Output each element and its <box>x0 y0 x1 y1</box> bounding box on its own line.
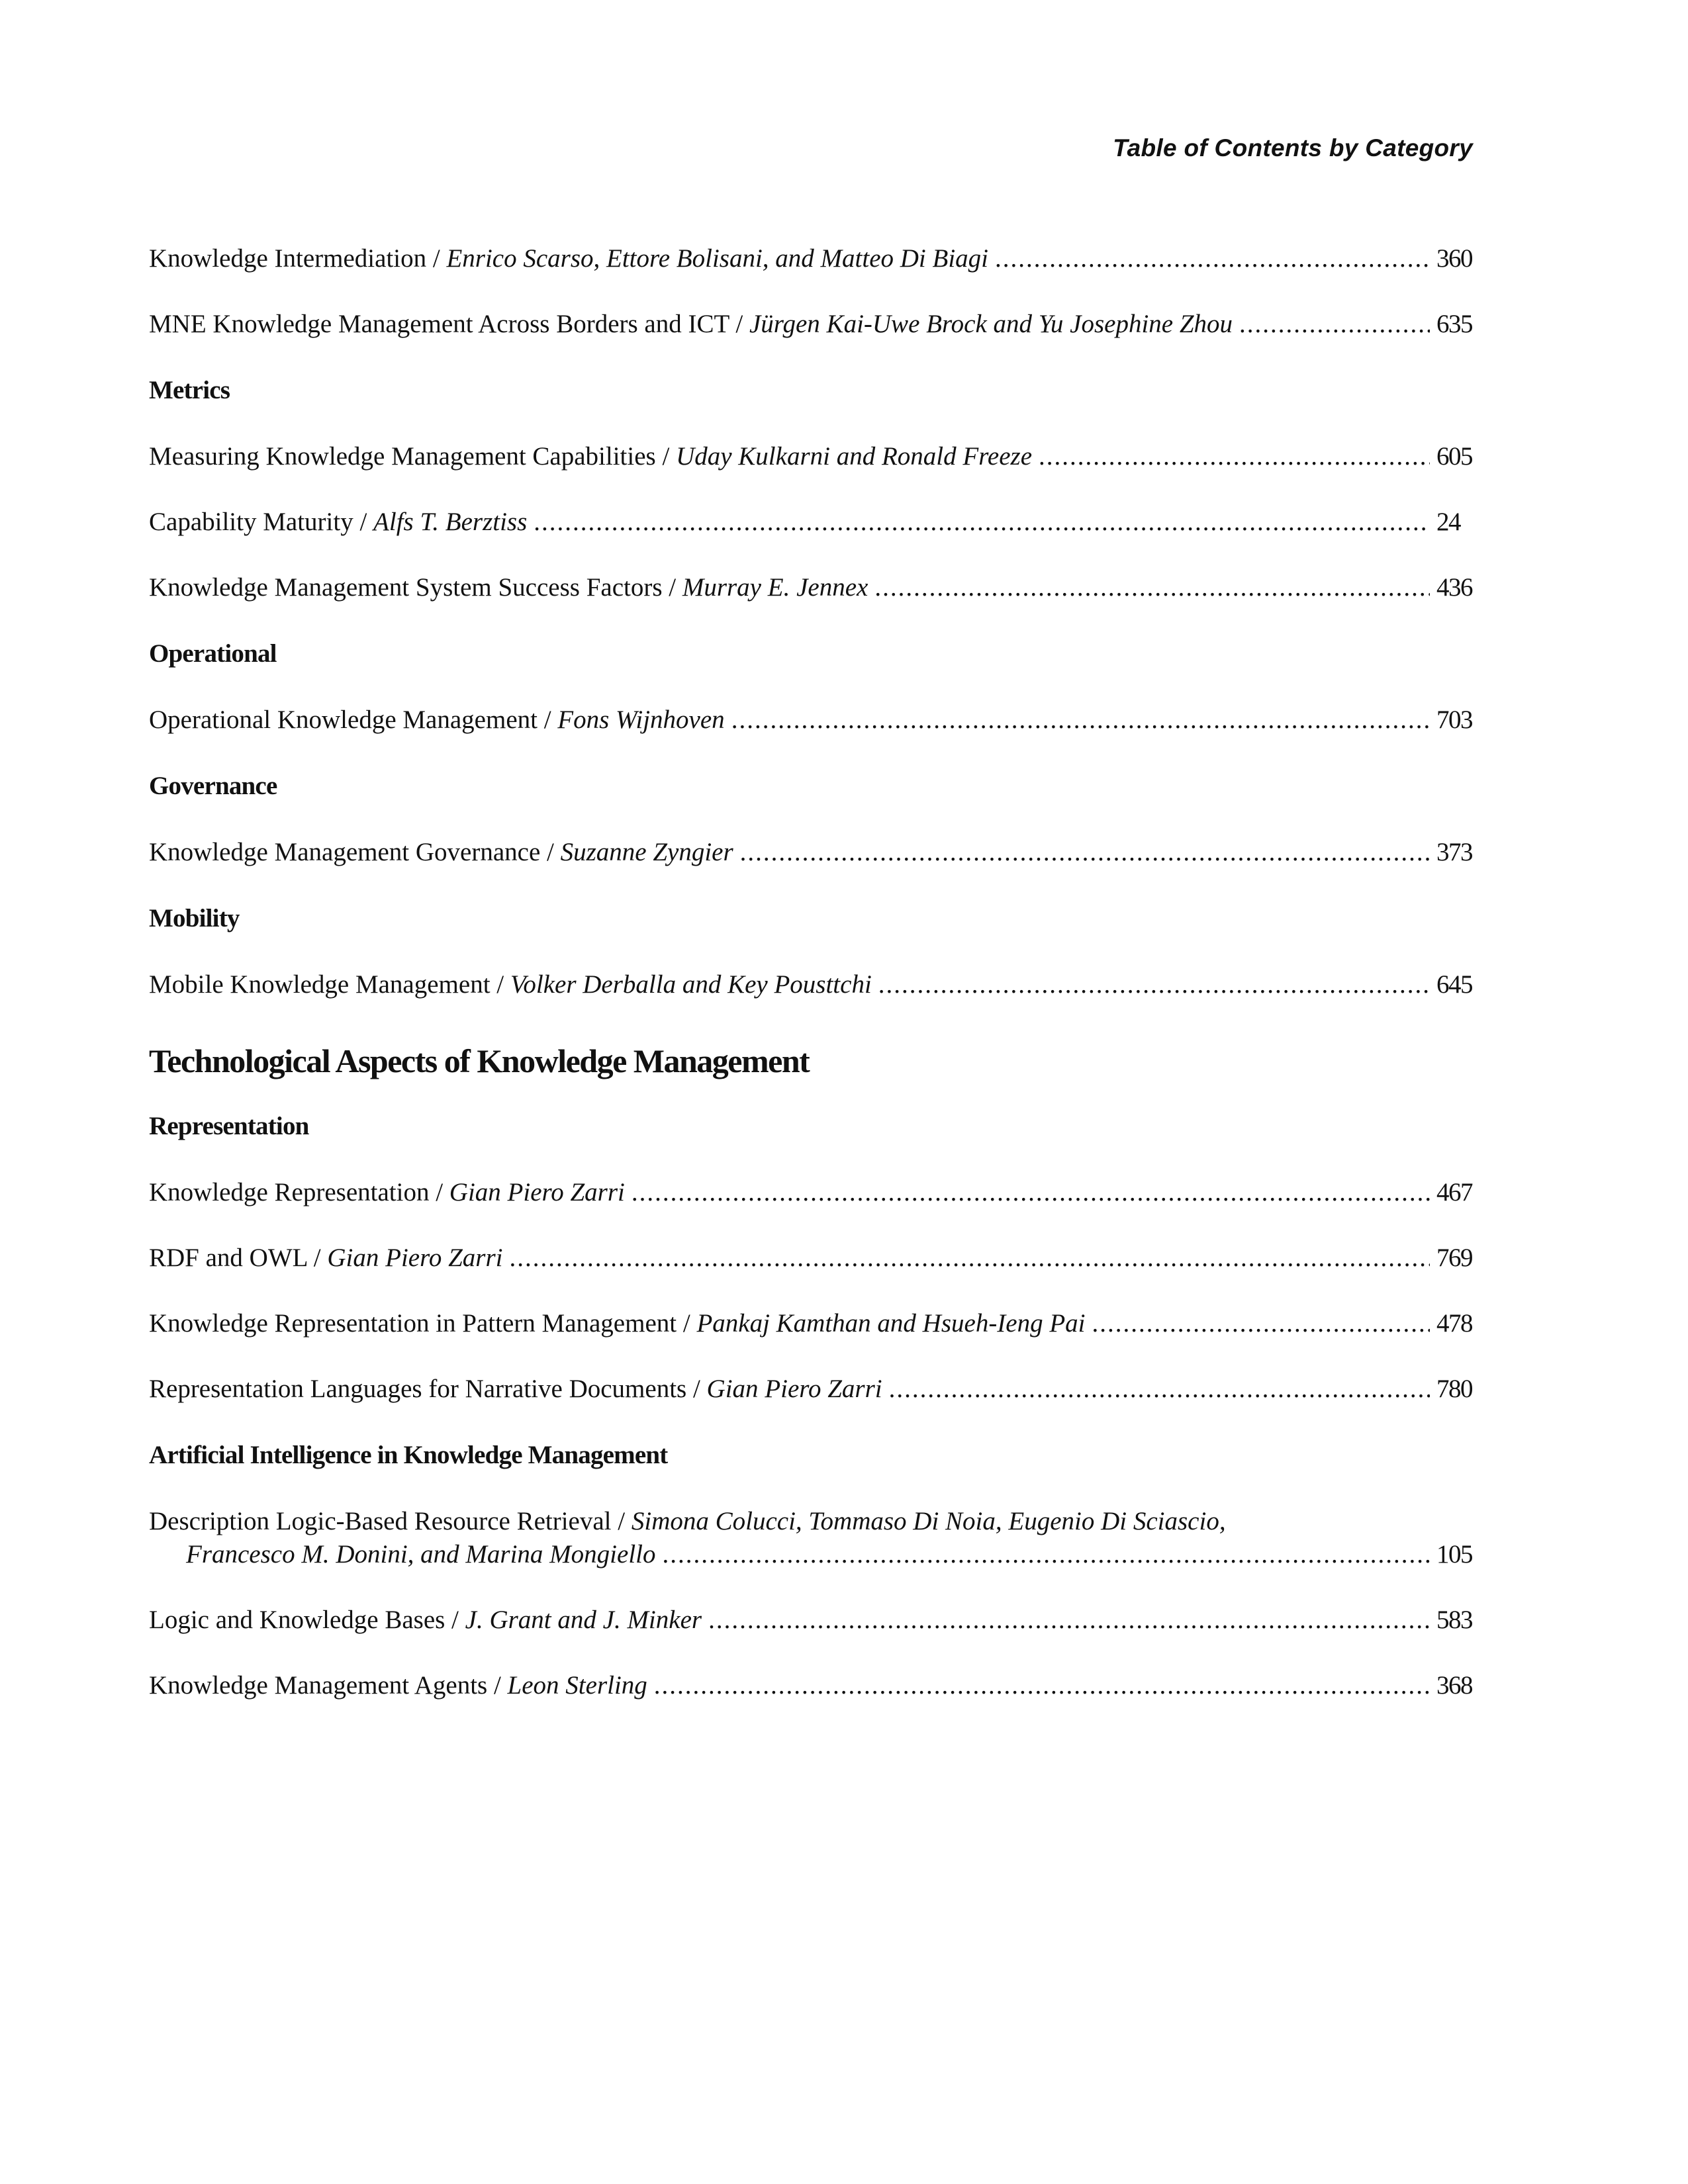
entry-page-number: 24 <box>1436 508 1460 536</box>
entry-authors: Alfs T. Berztiss <box>373 508 528 536</box>
entry-page-number: 780 <box>1436 1375 1472 1403</box>
toc-entry[interactable] <box>149 1669 1476 1702</box>
toc-entry[interactable] <box>149 506 1476 539</box>
entry-page-number: 703 <box>1436 705 1472 734</box>
entry-authors: Fons Wijnhoven <box>557 705 725 734</box>
entry-title: Knowledge Intermediation / <box>149 244 447 273</box>
entry-authors-continued: Francesco M. Donini, and Marina Mongiello <box>186 1540 656 1569</box>
toc-entry[interactable] <box>149 440 1476 473</box>
toc-entry[interactable] <box>149 308 1476 341</box>
category-heading-operational: Operational <box>149 639 277 668</box>
entry-page-number: 635 <box>1436 310 1472 338</box>
entry-title: Knowledge Representation / <box>149 1178 449 1206</box>
running-header: Table of Contents by Category <box>1113 134 1473 161</box>
entry-authors: Gian Piero Zarri <box>327 1244 503 1272</box>
entry-authors: Gian Piero Zarri <box>706 1375 882 1403</box>
dot-leader <box>740 836 1430 869</box>
entry-title: Measuring Knowledge Management Capabilities / <box>149 442 677 471</box>
toc-entry[interactable] <box>149 836 1476 869</box>
dot-leader <box>889 1373 1430 1406</box>
entry-page-number: 467 <box>1436 1178 1472 1206</box>
entry-authors: Gian Piero Zarri <box>449 1178 625 1206</box>
entry-authors: Volker Derballa and Key Pousttchi <box>510 970 872 999</box>
entry-title: Knowledge Representation in Pattern Management / <box>149 1309 697 1338</box>
category-heading-representation: Representation <box>149 1112 309 1140</box>
entry-page-number: 769 <box>1436 1244 1472 1272</box>
toc-entry[interactable] <box>149 242 1476 275</box>
entry-authors: Suzanne Zyngier <box>560 838 733 866</box>
toc-content <box>149 242 1476 1735</box>
category-heading-metrics: Metrics <box>149 376 230 404</box>
dot-leader <box>995 242 1430 275</box>
toc-entry[interactable] <box>149 1604 1476 1637</box>
dot-leader <box>509 1242 1430 1275</box>
section-title-technological-aspects: Technological Aspects of Knowledge Management <box>149 1042 810 1079</box>
entry-authors: Uday Kulkarni and Ronald Freeze <box>676 442 1033 471</box>
entry-title: Knowledge Management System Success Factors / <box>149 573 682 602</box>
entry-title: Capability Maturity / <box>149 508 374 536</box>
entry-title: Mobile Knowledge Management / <box>149 970 510 999</box>
category-heading-mobility: Mobility <box>149 904 240 933</box>
entry-page-number: 105 <box>1436 1540 1472 1569</box>
entry-title: Operational Knowledge Management / <box>149 705 558 734</box>
entry-authors: Jürgen Kai-Uwe Brock and Yu Josephine Zhou <box>749 310 1233 338</box>
entry-authors: Leon Sterling <box>507 1671 647 1700</box>
dot-leader <box>731 704 1430 737</box>
entry-page-number: 436 <box>1436 573 1472 602</box>
entry-page-number: 583 <box>1436 1606 1472 1634</box>
toc-entry[interactable] <box>149 1505 1476 1571</box>
entry-title: Knowledge Management Governance / <box>149 838 561 866</box>
toc-entry[interactable] <box>149 704 1476 737</box>
entry-title: MNE Knowledge Management Across Borders and ICT / <box>149 310 749 338</box>
entry-page-number: 645 <box>1436 970 1472 999</box>
entry-authors: Murray E. Jennex <box>682 573 868 602</box>
dot-leader <box>654 1669 1430 1702</box>
dot-leader <box>878 968 1430 1001</box>
entry-page-number: 368 <box>1436 1671 1472 1700</box>
entry-title: Representation Languages for Narrative Documents / <box>149 1375 707 1403</box>
entry-title: RDF and OWL / <box>149 1244 328 1272</box>
entry-page-number: 605 <box>1436 442 1472 471</box>
category-heading-ai: Artificial Intelligence in Knowledge Management <box>149 1441 668 1469</box>
dot-leader <box>1039 440 1430 473</box>
toc-entry[interactable] <box>149 571 1476 604</box>
entry-authors: Simona Colucci, Tommaso Di Noia, Eugenio Di Sciascio, <box>631 1507 1226 1535</box>
category-heading-governance: Governance <box>149 772 277 800</box>
toc-entry[interactable] <box>149 1242 1476 1275</box>
dot-leader <box>662 1538 1430 1571</box>
entry-authors: Pankaj Kamthan and Hsueh-Ieng Pai <box>696 1309 1086 1338</box>
toc-entry[interactable] <box>149 1307 1476 1340</box>
entry-title: Description Logic-Based Resource Retrieval / <box>149 1507 632 1535</box>
entry-page-number: 360 <box>1436 244 1472 273</box>
dot-leader <box>632 1176 1430 1209</box>
toc-entry[interactable] <box>149 1373 1476 1406</box>
entry-title: Knowledge Management Agents / <box>149 1671 508 1700</box>
dot-leader <box>1092 1307 1430 1340</box>
entry-title: Logic and Knowledge Bases / <box>149 1606 465 1634</box>
dot-leader <box>1239 308 1430 341</box>
entry-authors: Enrico Scarso, Ettore Bolisani, and Matteo Di Biagi <box>446 244 989 273</box>
dot-leader <box>534 506 1430 539</box>
dot-leader <box>874 571 1430 604</box>
toc-entry[interactable] <box>149 968 1476 1001</box>
entry-page-number: 373 <box>1436 838 1472 866</box>
dot-leader <box>708 1604 1430 1637</box>
entry-authors: J. Grant and J. Minker <box>465 1606 702 1634</box>
toc-entry[interactable] <box>149 1176 1476 1209</box>
entry-page-number: 478 <box>1436 1309 1472 1338</box>
